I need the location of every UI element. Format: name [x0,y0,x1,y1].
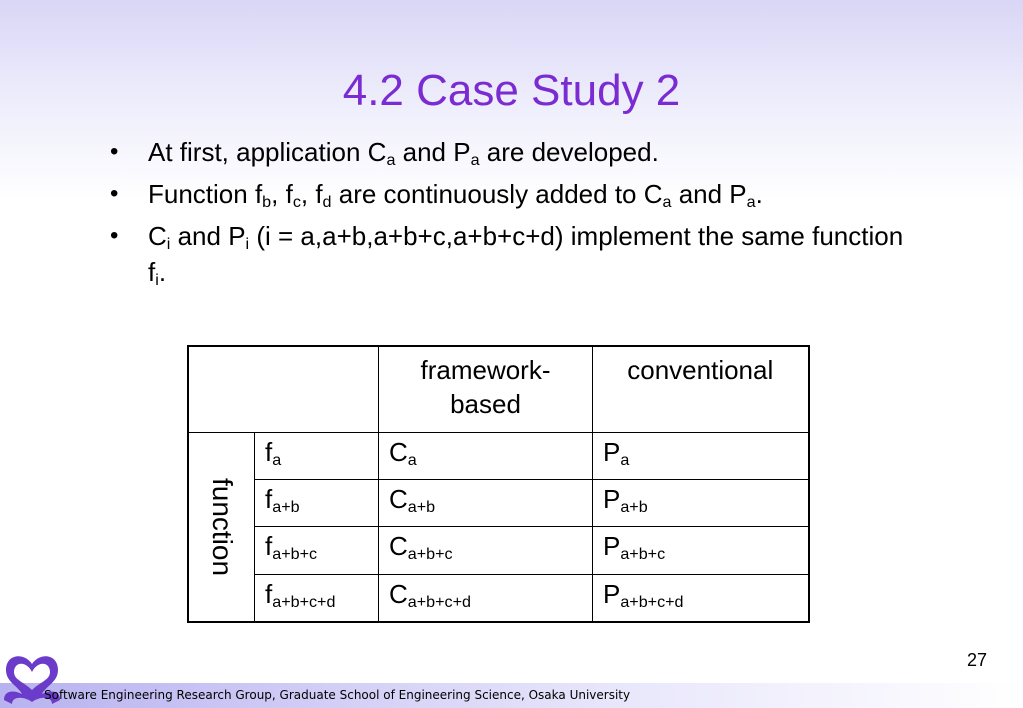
conventional-cell: $P_{a+b+c}$ [593,527,809,574]
conventional-cell: $P_a$ [593,432,809,479]
slide-title: 4.2 Case Study 2 [342,66,681,115]
function-cell: $f_a$ [255,432,379,479]
empty-corner-cell [188,346,379,432]
header-framework-based: framework- based [379,346,593,432]
conventional-cell: $P_{a+b}$ [593,479,809,526]
function-cell: $f_{a+b+c+d}$ [255,574,379,621]
bullet-item: • Function $f_b$, $f_c$, $f_d$ are continuously added to $C_a$ and $P_a$. [110,176,910,212]
comparison-table [187,345,810,623]
page-number: 27 [966,650,987,670]
framework-cell: $C_a$ [379,432,593,479]
framework-cell: $C_{a+b+c}$ [379,527,593,574]
bullet-item: • At first, application $C_a$ and $P_a$ are developed. [110,134,910,170]
bullet-list [110,134,910,296]
bullet-item: • $C_i$ and $P_i$ (i = a,a+b,a+b+c,a+b+c+d) implement the same function $f_i$. [110,218,910,290]
function-cell: $f_{a+b+c}$ [255,527,379,574]
row-group-label-cell [188,432,255,622]
header-conventional: conventional [593,346,809,432]
framework-cell: $C_{a+b+c+d}$ [379,574,593,621]
framework-cell: $C_{a+b}$ [379,479,593,526]
footer-text: Software Engineering Research Group, Graduate School of Engineering Science, Osaka University [44,688,631,702]
row-group-label: function [206,477,238,576]
function-cell: $f_{a+b}$ [255,479,379,526]
conventional-cell: $P_{a+b+c+d}$ [593,574,809,621]
